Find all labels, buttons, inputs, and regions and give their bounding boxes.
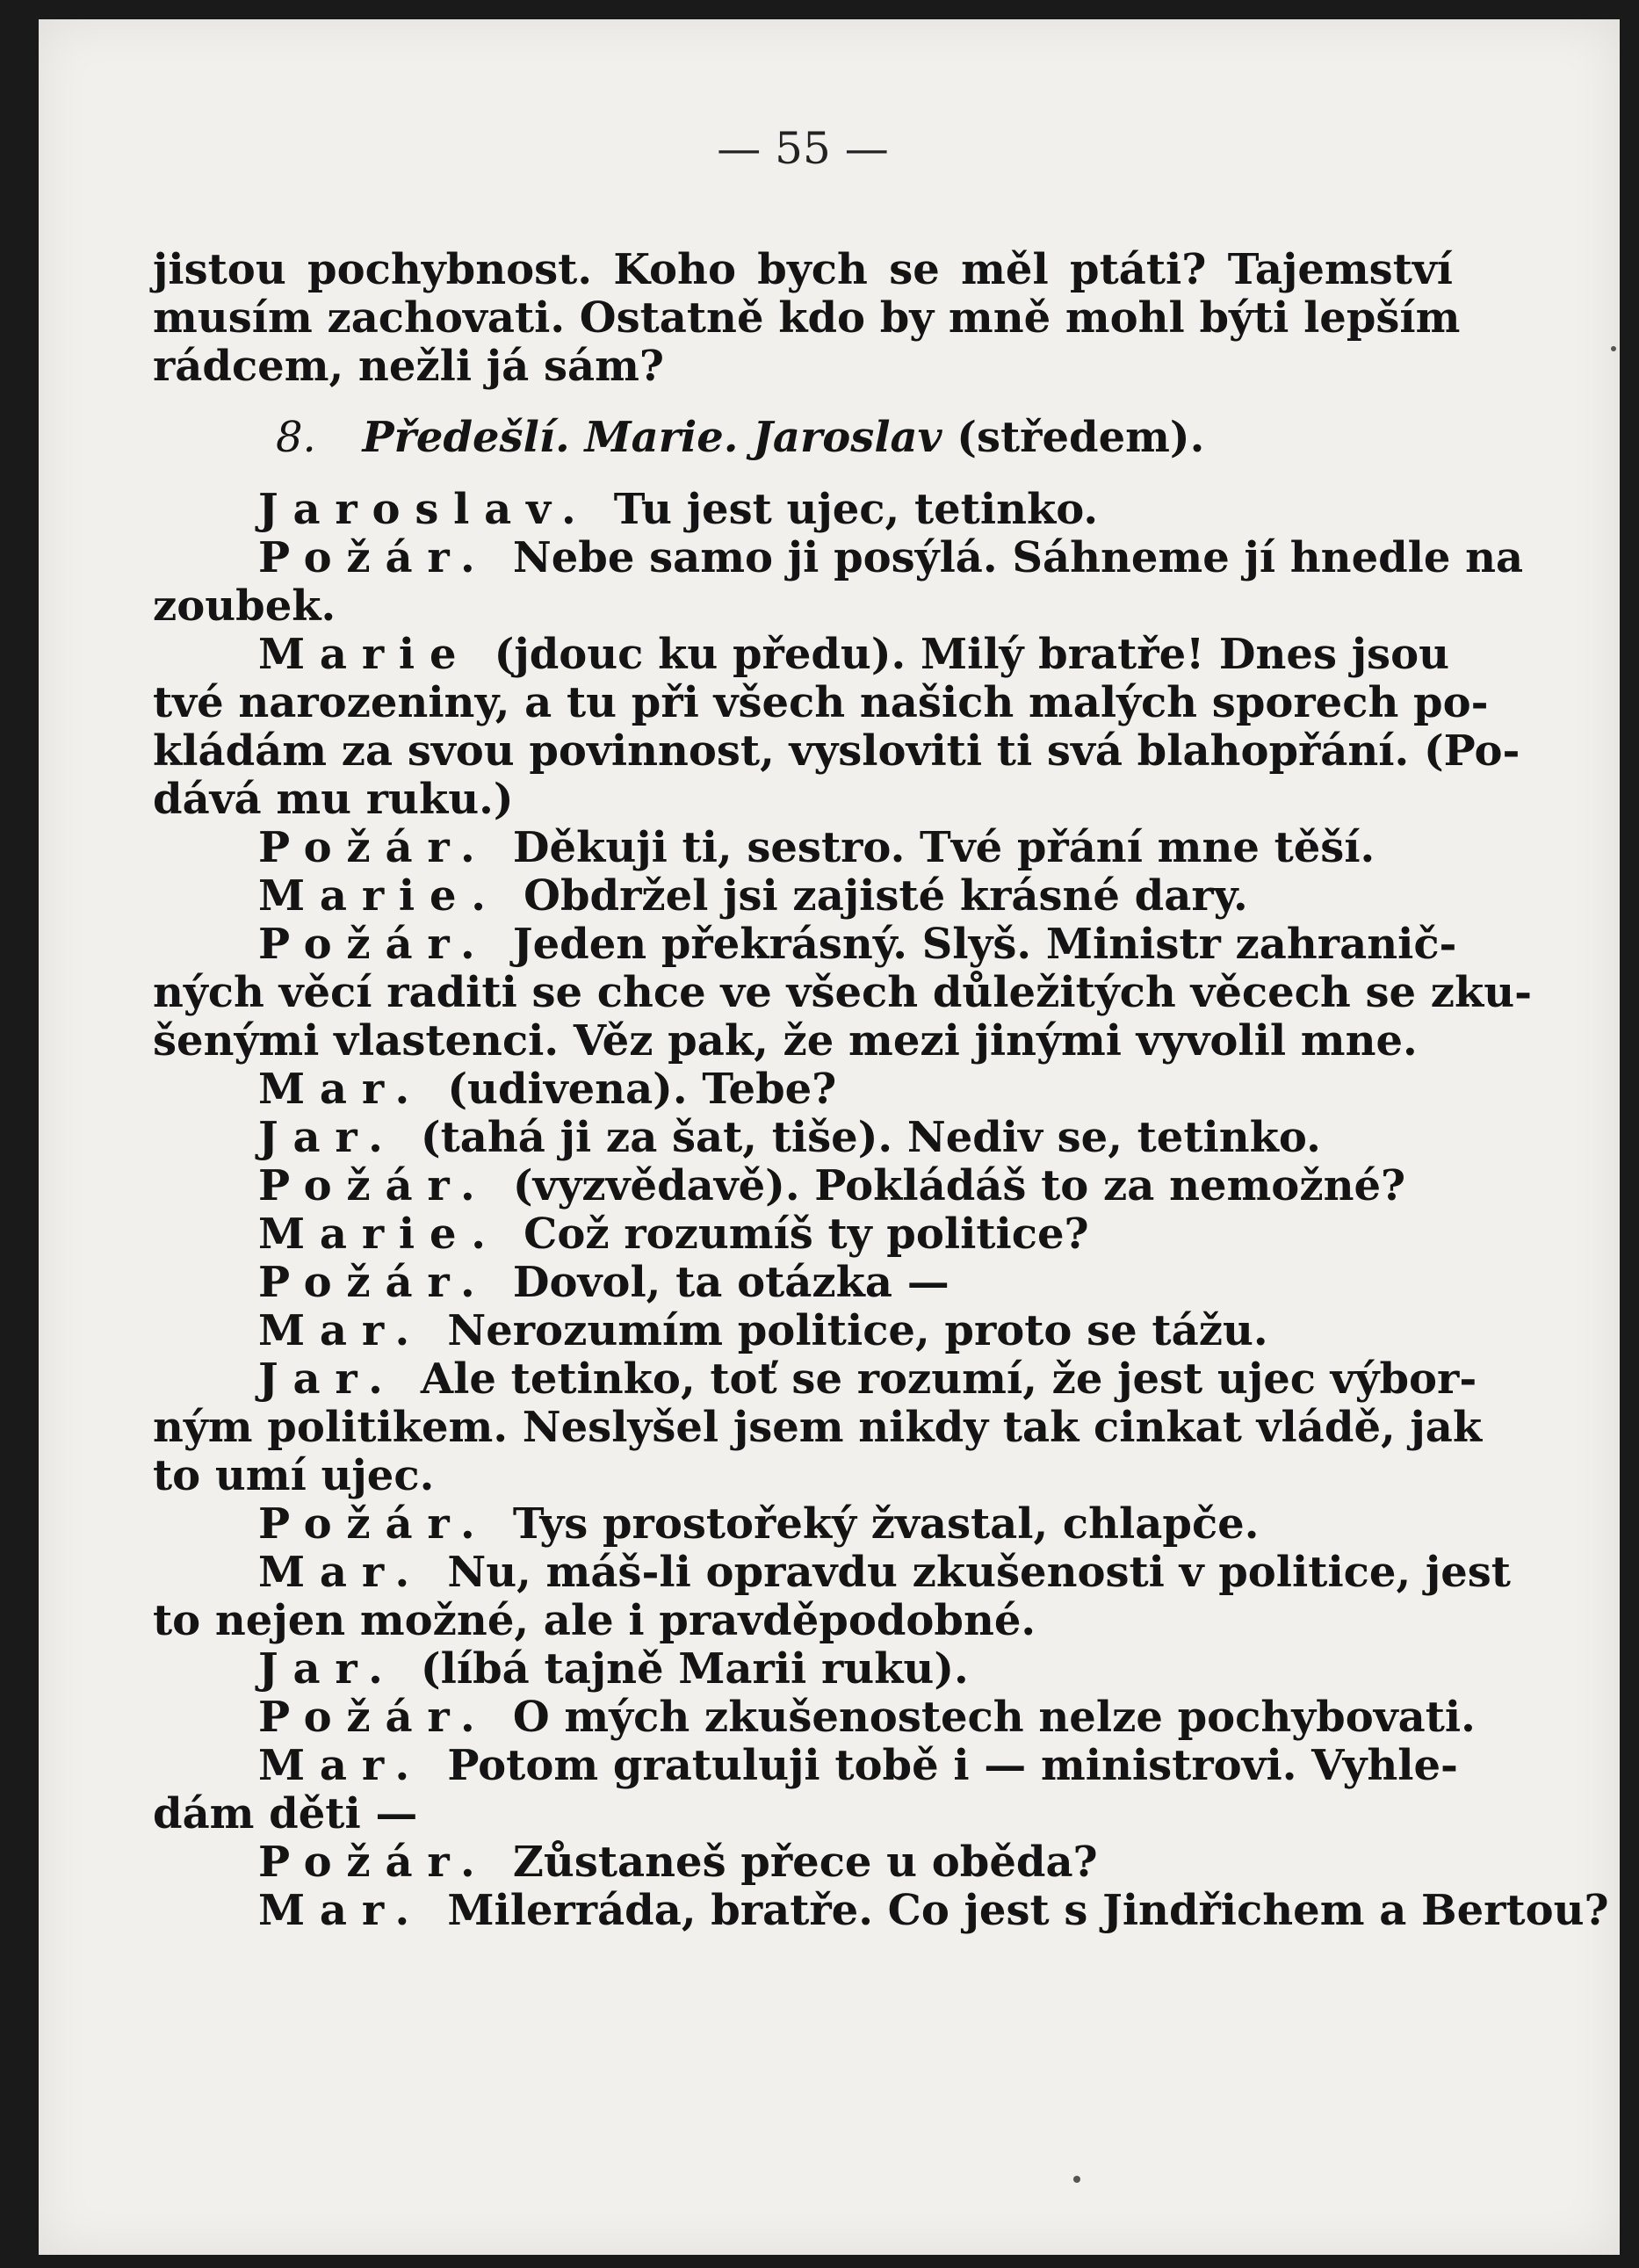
scene-number: 8. — [276, 413, 316, 462]
speech: Tys prostořeký žvastal, chlapče. — [512, 1499, 1260, 1549]
speaker: Jar. — [258, 1113, 398, 1162]
print-speck — [1073, 2176, 1080, 2183]
dialogue-line — [153, 1548, 1511, 1597]
speaker: Jaroslav. — [258, 485, 591, 534]
speaker: Mar. — [258, 1306, 425, 1355]
speech: (vyzvědavě). Pokládáš to za nemožné? — [512, 1161, 1406, 1210]
speech: Což rozumíš ty politice? — [523, 1210, 1089, 1259]
speech: Nerozumím politice, proto se tážu. — [447, 1306, 1268, 1355]
text-line: dává mu ruku.) — [153, 775, 514, 824]
speech: Ale tetinko, toť se rozumí, že jest ujec výbor- — [420, 1354, 1477, 1404]
speech: Nu, máš-li opravdu zkušenosti v politice, jest — [447, 1548, 1511, 1597]
speaker: Marie. — [258, 871, 501, 921]
speaker: Požár. — [258, 920, 490, 969]
dialogue-line — [153, 1354, 1477, 1404]
text-line: ných věcí raditi se chce ve všech důležitých věcech se zku- — [153, 968, 1533, 1017]
book-page — [39, 19, 1620, 2255]
dialogue-line — [153, 1065, 1453, 1114]
speaker: Požár. — [258, 533, 490, 582]
text-line: šenými vlastenci. Věz pak, že mezi jinými vyvolil mne. — [153, 1016, 1418, 1065]
speech: Zůstaneš přece u oběda? — [512, 1838, 1098, 1887]
dialogue-line — [153, 631, 1453, 679]
dialogue-line — [153, 533, 1524, 582]
scene-characters: Předešlí. Marie. Jaroslav — [362, 413, 942, 462]
scene-heading — [153, 400, 1453, 475]
dialogue-line — [153, 486, 1453, 534]
dialogue-line — [153, 1210, 1453, 1259]
speech: (jdouc ku předu). Milý bratře! Dnes jsou — [494, 630, 1449, 679]
dialogue-line — [153, 1259, 1453, 1307]
speaker: Marie. — [258, 1210, 501, 1259]
speech: Obdržel jsi zajisté krásné dary. — [523, 871, 1248, 921]
dialogue-line — [153, 1838, 1453, 1887]
speaker: Požár. — [258, 1838, 490, 1887]
text-line: tvé narozeniny, a tu při všech našich malých sporech po- — [153, 678, 1489, 727]
text-line: to umí ujec. — [153, 1451, 435, 1500]
text-line: musím zachovati. Ostatně kdo by mně mohl býti lepším — [153, 293, 1461, 343]
dialogue-line — [153, 1741, 1458, 1790]
speech: Dovol, ta otázka — — [512, 1258, 949, 1307]
speech: O mých zkušenostech nelze pochybovati. — [512, 1693, 1476, 1742]
speech: Nebe samo ji posýlá. Sáhneme jí hnedle na — [512, 533, 1524, 582]
speech: Potom gratuluji tobě i — ministrovi. Vyhle- — [447, 1741, 1458, 1790]
speaker: Požár. — [258, 1258, 490, 1307]
page-number: — 55 — — [717, 123, 889, 174]
text-line: dám děti — — [153, 1789, 418, 1838]
text-line: rádcem, nežli já sám? — [153, 342, 665, 391]
speech: (udivena). Tebe? — [447, 1065, 837, 1114]
speaker: Požár. — [258, 1693, 490, 1742]
text-line: kládám za svou povinnost, vysloviti ti svá blahopřání. (Po- — [153, 726, 1520, 776]
dialogue-line — [153, 872, 1453, 921]
speech: Milerráda, bratře. Co jest s Jindřichem a Bertou? — [447, 1886, 1609, 1935]
dialogue-line — [153, 1645, 1453, 1694]
text-line: to nejen možné, ale i pravděpodobné. — [153, 1596, 1036, 1645]
dialogue-line — [153, 1693, 1476, 1742]
speaker: Mar. — [258, 1886, 425, 1935]
scene-direction: (středem). — [957, 413, 1205, 462]
speaker: Požár. — [258, 1161, 490, 1210]
speaker: Požár. — [258, 1499, 490, 1549]
dialogue-line — [153, 1307, 1453, 1355]
speech: (líbá tajně Marii ruku). — [420, 1644, 969, 1694]
dialogue-line — [153, 1500, 1453, 1549]
dialogue-line — [153, 1162, 1453, 1210]
speech: Jeden překrásný. Slyš. Ministr zahranič- — [512, 920, 1457, 969]
dialogue-line — [153, 920, 1457, 969]
speaker: Požár. — [258, 823, 490, 872]
dialogue-line — [153, 1886, 1609, 1935]
speaker: Mar. — [258, 1548, 425, 1597]
text-line: ným politikem. Neslyšel jsem nikdy tak cinkat vládě, jak — [153, 1403, 1483, 1452]
speech: Děkuji ti, sestro. Tvé přání mne těší. — [512, 823, 1375, 872]
speech: Tu jest ujec, tetinko. — [613, 485, 1099, 534]
speaker: Jar. — [258, 1644, 398, 1694]
speaker: Jar. — [258, 1354, 398, 1404]
print-speck — [1611, 346, 1616, 351]
text-line: zoubek. — [153, 581, 336, 631]
speaker: Mar. — [258, 1741, 425, 1790]
page-text — [153, 245, 1609, 1935]
speech: (tahá ji za šat, tiše). Nediv se, tetinko. — [420, 1113, 1321, 1162]
speaker: Mar. — [258, 1065, 425, 1114]
dialogue-line — [153, 824, 1453, 872]
dialogue-line — [153, 1114, 1453, 1162]
text-line: jistou pochybnost. Koho bych se měl ptáti? Tajemství — [153, 245, 1453, 294]
speaker: Marie — [258, 630, 472, 679]
